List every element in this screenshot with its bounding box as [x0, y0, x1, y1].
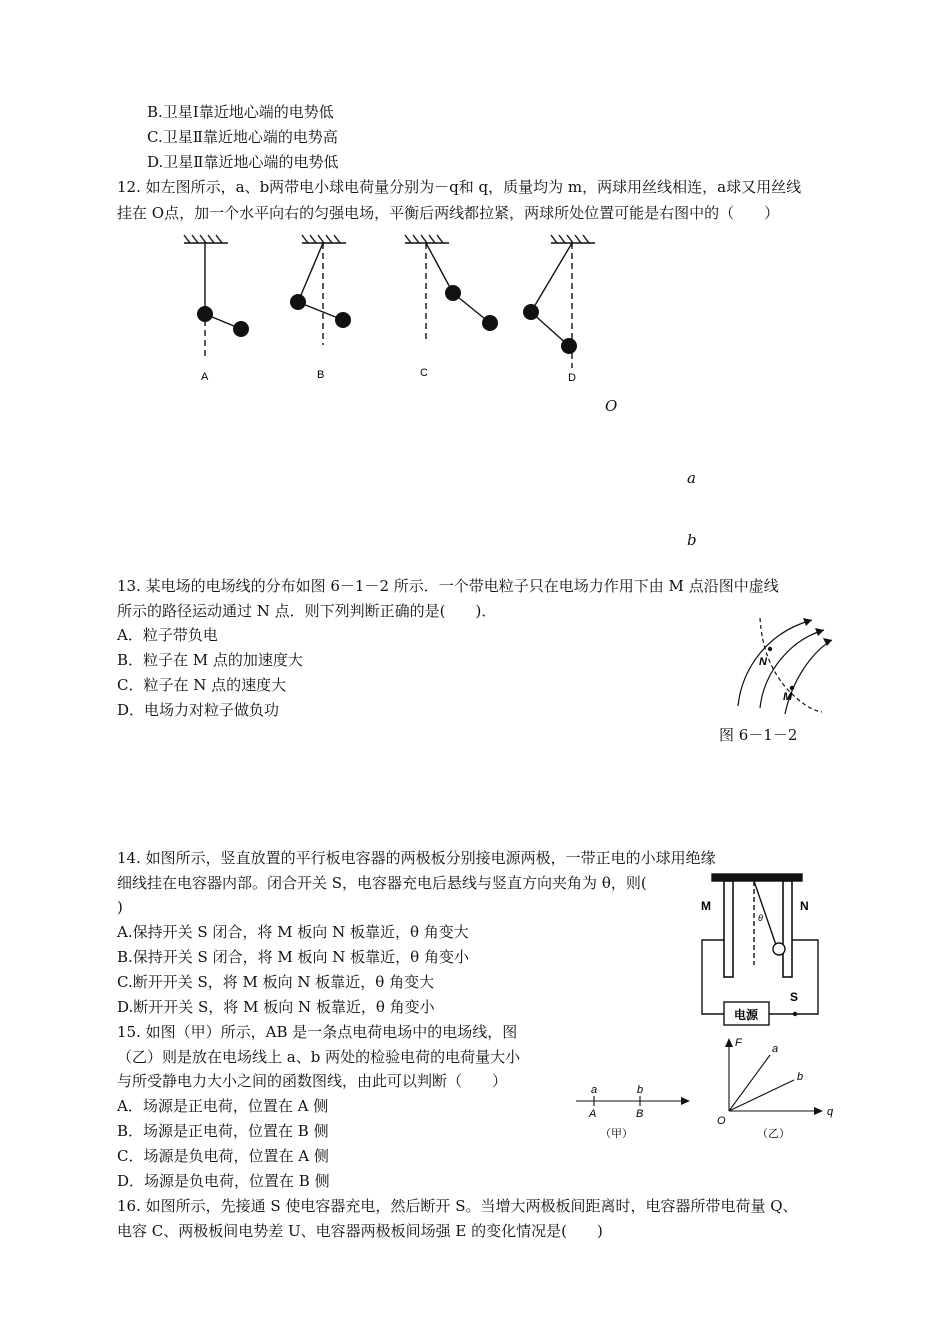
- q15-stem-line2: （乙）则是放在电场线上 a、b 两处的检验电荷的电荷量大小: [117, 1048, 521, 1066]
- q15-stem-line1: 15. 如图（甲）所示，AB 是一条点电荷电场中的电场线，图: [117, 1023, 518, 1041]
- q15-yi-label-o: O: [717, 1115, 726, 1127]
- q13-label-m: M: [783, 691, 793, 703]
- q15-yi-caption: （乙）: [757, 1128, 790, 1140]
- q12-label-b: B: [317, 369, 325, 381]
- q15-jia-label-a: a: [591, 1084, 598, 1096]
- q14-option-b: B.保持开关 S 闭合，将 M 板向 N 板靠近，θ 角变小: [117, 948, 469, 966]
- q14-label-n: N: [800, 899, 809, 913]
- q11-option-c: C.卫星Ⅱ靠近地心端的电势高: [147, 128, 338, 146]
- q12-label-d: D: [568, 372, 576, 384]
- q14-stem-line2: 细线挂在电容器内部。闭合开关 S，电容器充电后悬线与竖直方向夹角为 θ，则(: [117, 874, 647, 892]
- q15-jia-caption: （甲）: [600, 1128, 633, 1140]
- q15-option-d: D．场源是负电荷，位置在 B 侧: [117, 1172, 330, 1190]
- q14-option-a: A.保持开关 S 闭合，将 M 板向 N 板靠近，θ 角变大: [117, 923, 469, 941]
- q15-option-a: A．场源是正电荷，位置在 A 侧: [117, 1097, 329, 1115]
- q12-left-label-b: b: [687, 531, 697, 549]
- q15-jia-label-b: b: [637, 1084, 644, 1096]
- q12-left-label-a: a: [687, 469, 696, 487]
- q14-power-label: 电源: [734, 1008, 759, 1022]
- q15-jia-label-A: A: [589, 1108, 597, 1120]
- q13-stem-line1: 13. 某电场的电场线的分布如图 6－1－2 所示．一个带电粒子只在电场力作用下由 M 点沿图中虚线: [117, 577, 779, 595]
- q12-label-c: C: [420, 367, 428, 379]
- q14-stem-line3: ): [117, 898, 123, 916]
- q15-line-a: [729, 1055, 770, 1111]
- q11-option-b: B.卫星Ⅰ靠近地心端的电势低: [147, 103, 334, 121]
- q13-figure-caption: 图 6－1－2: [719, 726, 798, 744]
- q15-option-b: B．场源是正电荷，位置在 B 侧: [117, 1122, 329, 1140]
- q13-option-a: A．粒子带负电: [117, 626, 218, 644]
- q16-stem-line2: 电容 C、两极板间电势差 U、电容器两极板间场强 E 的变化情况是( ): [117, 1222, 603, 1240]
- q15-line-b: [729, 1080, 794, 1111]
- q15-yi-label-a: a: [772, 1043, 779, 1055]
- q13-option-d: D．电场力对粒子做负功: [117, 701, 280, 719]
- q15-yi-label-f: F: [735, 1037, 742, 1049]
- q14-label-switch: S: [790, 990, 799, 1004]
- q12-stem-line1: 12. 如左图所示，a、b两带电小球电荷量分别为－q和 q，质量均为 m，两球用丝线相连，a球又用丝线: [117, 178, 802, 196]
- q11-option-d: D.卫星Ⅱ靠近地心端的电势低: [147, 153, 339, 171]
- q16-stem-line1: 16. 如图所示，先接通 S 使电容器充电，然后断开 S。当增大两极板间距离时，电容器所带电荷量 Q、: [117, 1197, 798, 1215]
- q15-stem-line3: 与所受静电力大小之间的函数图线，由此可以判断（ ）: [117, 1072, 508, 1090]
- q14-label-theta: θ: [758, 913, 763, 923]
- q14-stem-line1: 14. 如图所示，竖直放置的平行板电容器的两极板分别接电源两极，一带正电的小球用绝缘: [117, 849, 716, 867]
- q15-option-c: C．场源是负电荷，位置在 A 侧: [117, 1147, 329, 1165]
- q12-stem-line2: 挂在 O点，加一个水平向右的匀强电场，平衡后两线都拉紧，两球所处位置可能是右图中的（ ）: [117, 204, 780, 222]
- q15-yi-label-q: q: [827, 1106, 834, 1118]
- q15-yi-label-b: b: [797, 1071, 804, 1083]
- q13-label-n: N: [759, 656, 767, 668]
- q14-option-c: C.断开开关 S，将 M 板向 N 板靠近，θ 角变大: [117, 973, 435, 991]
- q13-stem-line2: 所示的路径运动通过 N 点．则下列判断正确的是( )．: [117, 602, 497, 620]
- q13-option-c: C．粒子在 N 点的速度大: [117, 676, 287, 694]
- q13-option-b: B．粒子在 M 点的加速度大: [117, 651, 303, 669]
- q14-option-d: D.断开开关 S，将 M 板向 N 板靠近，θ 角变小: [117, 998, 435, 1016]
- q12-left-label-o: O: [605, 397, 618, 415]
- q14-label-m: M: [701, 899, 711, 913]
- q12-label-a: A: [201, 371, 209, 383]
- q15-jia-label-B: B: [636, 1108, 644, 1120]
